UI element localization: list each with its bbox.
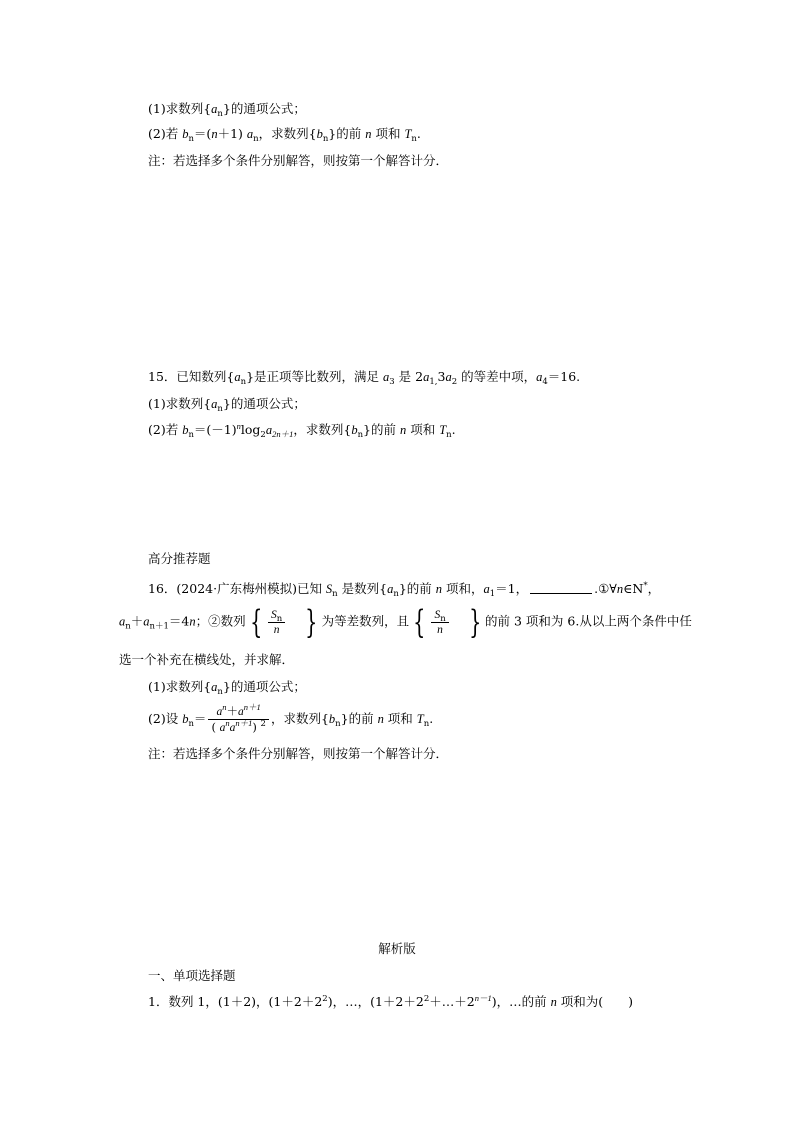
answer-title: 解析版 xyxy=(378,941,416,956)
left-brace: { xyxy=(249,603,262,641)
q1-stem: 1．数列 1，(1＋2)，$(1+2+2^2)$，…，$(1+2+2^2+\dots+2^{n-1})$，…的前 n 项和为( ) xyxy=(148,993,634,1009)
fraction-bn: $\frac{a^n+a^{n+1}}{( a^na^{n+1}) ^2}$ xyxy=(208,704,269,735)
q16-line1: 16．(2024·广东梅州模拟)已知 $S_n$ 是数列$\{a_n\}$的前 n 项和，$a_1=1$， .①∀n∈N*， xyxy=(148,581,661,599)
q16-line3: 选一个补充在横线处，并求解． xyxy=(119,652,295,667)
q16-note: 注：若选择多个条件分别解答，则按第一个解答计分． xyxy=(148,746,449,761)
q14-part2: (2)若 $b_n=(n+1)$ $a_n$，求数列$\{b_n\}$的前 n 项和 $T_n$. xyxy=(148,126,421,144)
right-brace-2: } xyxy=(468,603,481,641)
q14-note: 注：若选择多个条件分别解答，则按第一个解答计分． xyxy=(148,153,449,168)
section-single-choice: 一、单项选择题 xyxy=(148,968,236,983)
q15-stem: 15．已知数列$\{a_n\}$是正项等比数列，满足 $a_3$ 是 $2a_{1,}3a_2$ 的等差中项，$a_4=16$. xyxy=(148,369,581,387)
right-brace: } xyxy=(305,603,318,641)
q15-part1: (1)求数列$\{a_n\}$的通项公式； xyxy=(148,396,306,414)
q14-part1: (1)求数列$\{a_n\}$的通项公式； xyxy=(148,101,306,119)
section-high-score: 高分推荐题 xyxy=(148,551,211,566)
answer-blank[interactable] xyxy=(530,581,592,594)
q16-part1: (1)求数列$\{a_n\}$的通项公式； xyxy=(148,679,306,697)
fraction-sn-over-n: $\frac{S_n}{n}$ xyxy=(268,607,285,637)
q16-part2: (2)设 $b_n=$ $\frac{a^n+a^{n+1}}{( a^na^{n+1}) ^2}$ ，求数列$\{b_n\}$的前 n 项和 $T_n$. xyxy=(148,702,434,734)
q16-line2: $a_n+a_{n+1}=4n$；②数列 { $\frac{S_n}{n}$ } 为等差数列，且 { $\frac{S_n}{n}$ } 的前 3 项和为 6.从以上两个条件中任 xyxy=(119,603,692,641)
q15-part2: (2)若 $b_n=(-1)^n\log_2a_{2n+1}$，求数列$\{b_n\}$的前 n 项和 $T_n$. xyxy=(148,421,456,440)
fraction-sn-over-n-2: $\frac{S_n}{n}$ xyxy=(431,607,448,637)
left-brace-2: { xyxy=(413,603,426,641)
